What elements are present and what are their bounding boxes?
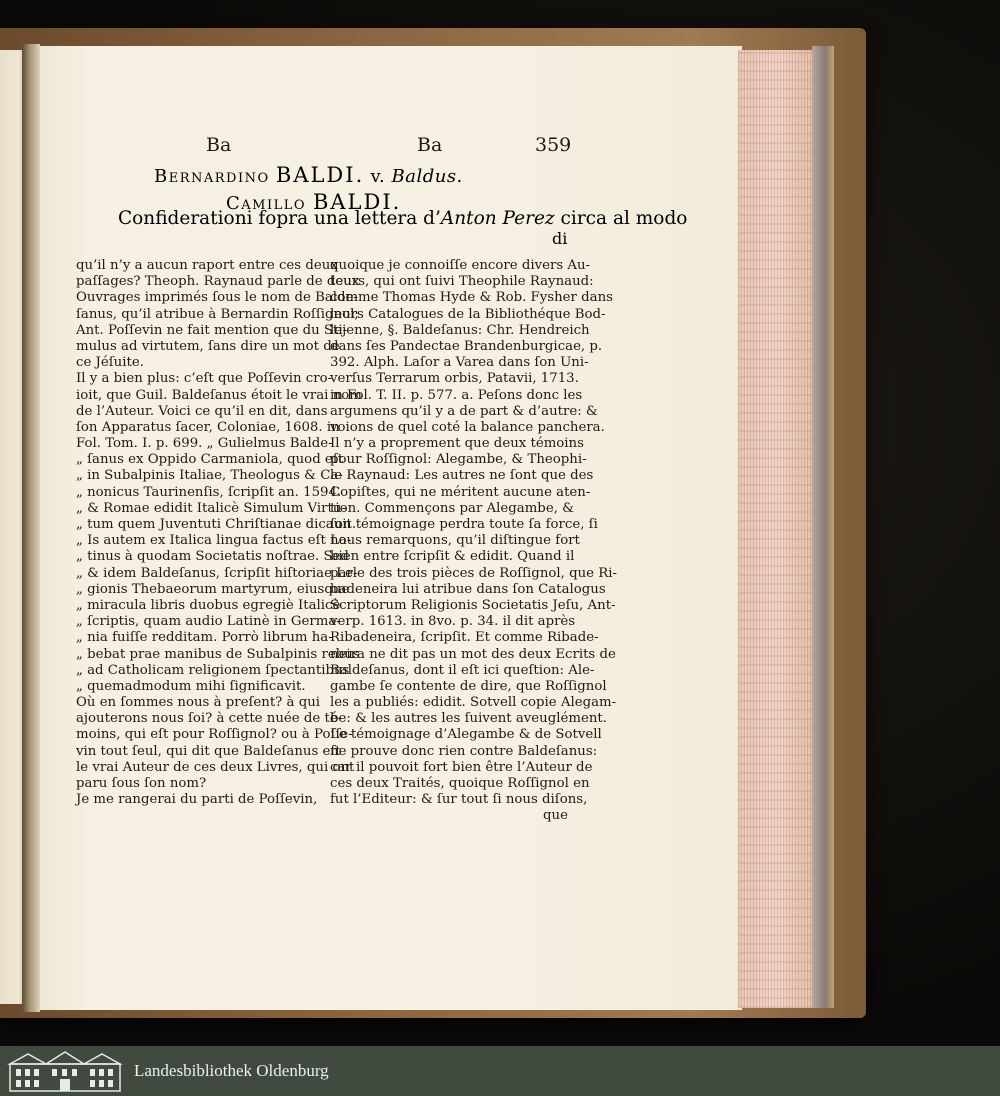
text-line: „ Is autem ex Italica lingua factus eſt La- bbox=[76, 533, 352, 549]
right-text-column bbox=[330, 258, 618, 825]
text-line: „ nonicus Taurinenſis, ſcripſit an. 1594. bbox=[76, 484, 342, 500]
text-line: „ ſcriptis, quam audio Latinè in Germa- bbox=[76, 614, 341, 630]
heading-surname: BALDI. bbox=[275, 163, 365, 187]
text-line: ne prouve donc rien contre Baldeſanus: bbox=[330, 743, 598, 759]
heading-first-name: Camillo bbox=[226, 193, 307, 214]
text-line: bien entre ſcripſit & edidit. Quand il bbox=[330, 549, 575, 565]
text-line: pour Roſſignol: Alegambe, & Theophi- bbox=[330, 452, 587, 468]
text-line: le vrai Auteur de ces deux Livres, qui ont bbox=[76, 759, 355, 775]
text-line: ces deux Traités, quoique Roſſignol en bbox=[330, 776, 590, 791]
text-line: lejenne, §. Baldeſanus: Chr. Hendreich bbox=[330, 322, 590, 338]
text-line: „ nia fuiſſe redditam. Porrò librum ha- bbox=[76, 630, 333, 646]
text-line: „ ad Catholicam religionem ſpectantibus bbox=[76, 662, 350, 678]
text-line: de l’Auteur. Voici ce qu’il en dit, dans bbox=[76, 403, 328, 419]
catchword-title: di bbox=[552, 229, 568, 248]
text-line: Baldeſanus, dont il eſt ici queſtion: Ale- bbox=[330, 662, 595, 678]
text-line: Où en ſommes nous à preſent? à qui bbox=[76, 695, 321, 711]
text-line: teurs, qui ont ſuivi Theophile Raynaud: bbox=[330, 274, 594, 290]
text-line: „ miracula libris duobus egregiè Italicè bbox=[76, 597, 341, 613]
page-number: 359 bbox=[535, 134, 572, 156]
text-line: Ribadeneira, ſcripſit. Et comme Ribade- bbox=[330, 630, 599, 646]
footer-bar bbox=[0, 1046, 1000, 1096]
text-line: „ & Romae edidit Italicè Simulum Virtu- bbox=[76, 500, 346, 516]
text-line: be: & les autres les ſuivent aveuglément. bbox=[330, 711, 607, 727]
text-line: vin tout ſeul, qui dit que Baldeſanus eſt bbox=[76, 743, 341, 759]
text-line: gambe ſe contente de dire, que Roſſignol bbox=[330, 678, 607, 694]
library-building-logo-icon bbox=[8, 1050, 122, 1092]
text-line: quoique je connoiſſe encore divers Au- bbox=[330, 258, 591, 273]
text-line: qu’il n’y a aucun raport entre ces deux bbox=[76, 258, 338, 273]
text-line: „ tum quem Juventuti Chriſtianae dicauit. bbox=[76, 517, 357, 532]
text-line: tion. Commençons par Alegambe, & bbox=[330, 500, 574, 516]
text-line: „ gionis Thebaeorum martyrum, eiusque bbox=[76, 581, 350, 597]
text-line: ajouterons nous ſoi? à cette nuée de té- bbox=[76, 711, 343, 727]
heading-first-name: Bernardino bbox=[154, 166, 270, 187]
entry-heading-bernardino bbox=[154, 163, 584, 187]
text-line: paſſages? Theoph. Raynaud parle de deux bbox=[76, 274, 360, 290]
text-line: Ant. Poſſevin ne fait mention que du Sti- bbox=[76, 322, 348, 338]
text-line: dans ſes Pandectae Brandenburgicae, p. bbox=[330, 338, 603, 354]
text-line: fut l’Editeur: & ſur tout ſi nous diſons, bbox=[330, 792, 588, 808]
left-text-column bbox=[76, 258, 362, 808]
text-line: moins, qui eſt pour Roſſignol? ou à Poſſe- bbox=[76, 727, 353, 743]
text-line: argumens qu’il y a de part & d’autre: & bbox=[330, 403, 598, 419]
text-line: „ ſanus ex Oppido Carmaniola, quod eſt bbox=[76, 452, 344, 468]
text-line: Scriptorum Religionis Societatis Jeſu, Ant- bbox=[330, 597, 616, 613]
text-line: Le témoignage d’Alegambe & de Sotvell bbox=[330, 727, 602, 743]
text-line: Fol. Tom. I. p. 699. „ Gulielmus Balde- bbox=[76, 436, 333, 452]
text-line: Je me rangerai du parti de Poſſevin, bbox=[76, 792, 318, 808]
heading-see: v. bbox=[370, 166, 386, 187]
text-line: verſus Terrarum orbis, Patavii, 1713. bbox=[330, 371, 579, 387]
text-line: paru ſous ſon nom? bbox=[76, 776, 207, 791]
text-line: Il y a bien plus: c’eſt que Poſſevin cro- bbox=[76, 371, 333, 387]
text-line: comme Thomas Hyde & Rob. Fysher dans bbox=[330, 290, 613, 306]
text-line: 392. Alph. Laſor a Varea dans ſon Uni- bbox=[330, 355, 589, 371]
heading-surname: BALDI. bbox=[312, 190, 402, 214]
text-line: Il n’y a proprement que deux témoins bbox=[330, 436, 584, 452]
work-title-author: Anton Perez bbox=[440, 208, 555, 229]
work-title-tail: circa al modo bbox=[560, 208, 688, 229]
work-title-text: Confiderationi fopra una lettera d’ bbox=[118, 208, 441, 229]
text-line: ce Jéſuite. bbox=[76, 355, 144, 371]
running-head-center: Ba bbox=[417, 134, 443, 156]
text-line: leurs Catalogues de la Bibliothéque Bod- bbox=[330, 306, 606, 322]
text-line: verp. 1613. in 8vo. p. 34. il dit après bbox=[330, 614, 576, 630]
text-line: ſon Apparatus ſacer, Coloniae, 1608. in bbox=[76, 419, 340, 435]
text-line: mulus ad virtutem, ſans dire un mot de bbox=[76, 338, 340, 354]
text-line: neira ne dit pas un mot des deux Ecrits de bbox=[330, 646, 616, 662]
text-line: „ in Subalpinis Italiae, Theologus & Ca- bbox=[76, 468, 343, 484]
text-line: voions de quel coté la balance panchera. bbox=[330, 419, 605, 435]
text-line: parle des trois pièces de Roſſignol, que Ri- bbox=[330, 565, 618, 581]
running-head-left: Ba bbox=[206, 134, 232, 156]
text-line: car il pouvoit fort bien être l’Auteur de bbox=[330, 759, 593, 775]
text-line: „ bebat prae manibus de Subalpinis rebus bbox=[76, 646, 360, 662]
text-line: ſanus, qu’il atribue à Bernardin Roſſignol; bbox=[76, 306, 359, 322]
text-line: in Fol. T. II. p. 577. a. Peſons donc les bbox=[330, 387, 583, 403]
text-line: les a publiés: edidit. Sotvell copie Alegam- bbox=[330, 695, 617, 711]
text-line: „ quemadmodum mihi ſignificavit. bbox=[76, 678, 306, 694]
work-title bbox=[118, 208, 687, 229]
text-line: ioit, que Guil. Baldeſanus étoit le vrai nom bbox=[76, 387, 362, 403]
library-name: Landesbibliothek Oldenburg bbox=[134, 1061, 329, 1080]
text-line: „ & idem Baldeſanus, ſcripſit hiſtoriae Le- bbox=[76, 565, 358, 581]
text-line: que bbox=[543, 808, 568, 824]
text-line: le Raynaud: Les autres ne ſont que des bbox=[330, 468, 594, 484]
text-line: badeneira lui atribue dans ſon Catalogus bbox=[330, 581, 606, 597]
text-line: nous remarquons, qu’il diſtingue fort bbox=[330, 533, 580, 549]
heading-reference: Baldus. bbox=[391, 166, 463, 187]
text-line: ſon témoignage perdra toute ſa force, ſi bbox=[330, 517, 598, 532]
text-line: Ouvrages imprimés ſous le nom de Balde- bbox=[76, 290, 358, 306]
text-line: „ tinus à quodam Societatis noſtrae. Sed bbox=[76, 549, 349, 565]
text-line: Copiſtes, qui ne méritent aucune aten- bbox=[330, 484, 591, 500]
